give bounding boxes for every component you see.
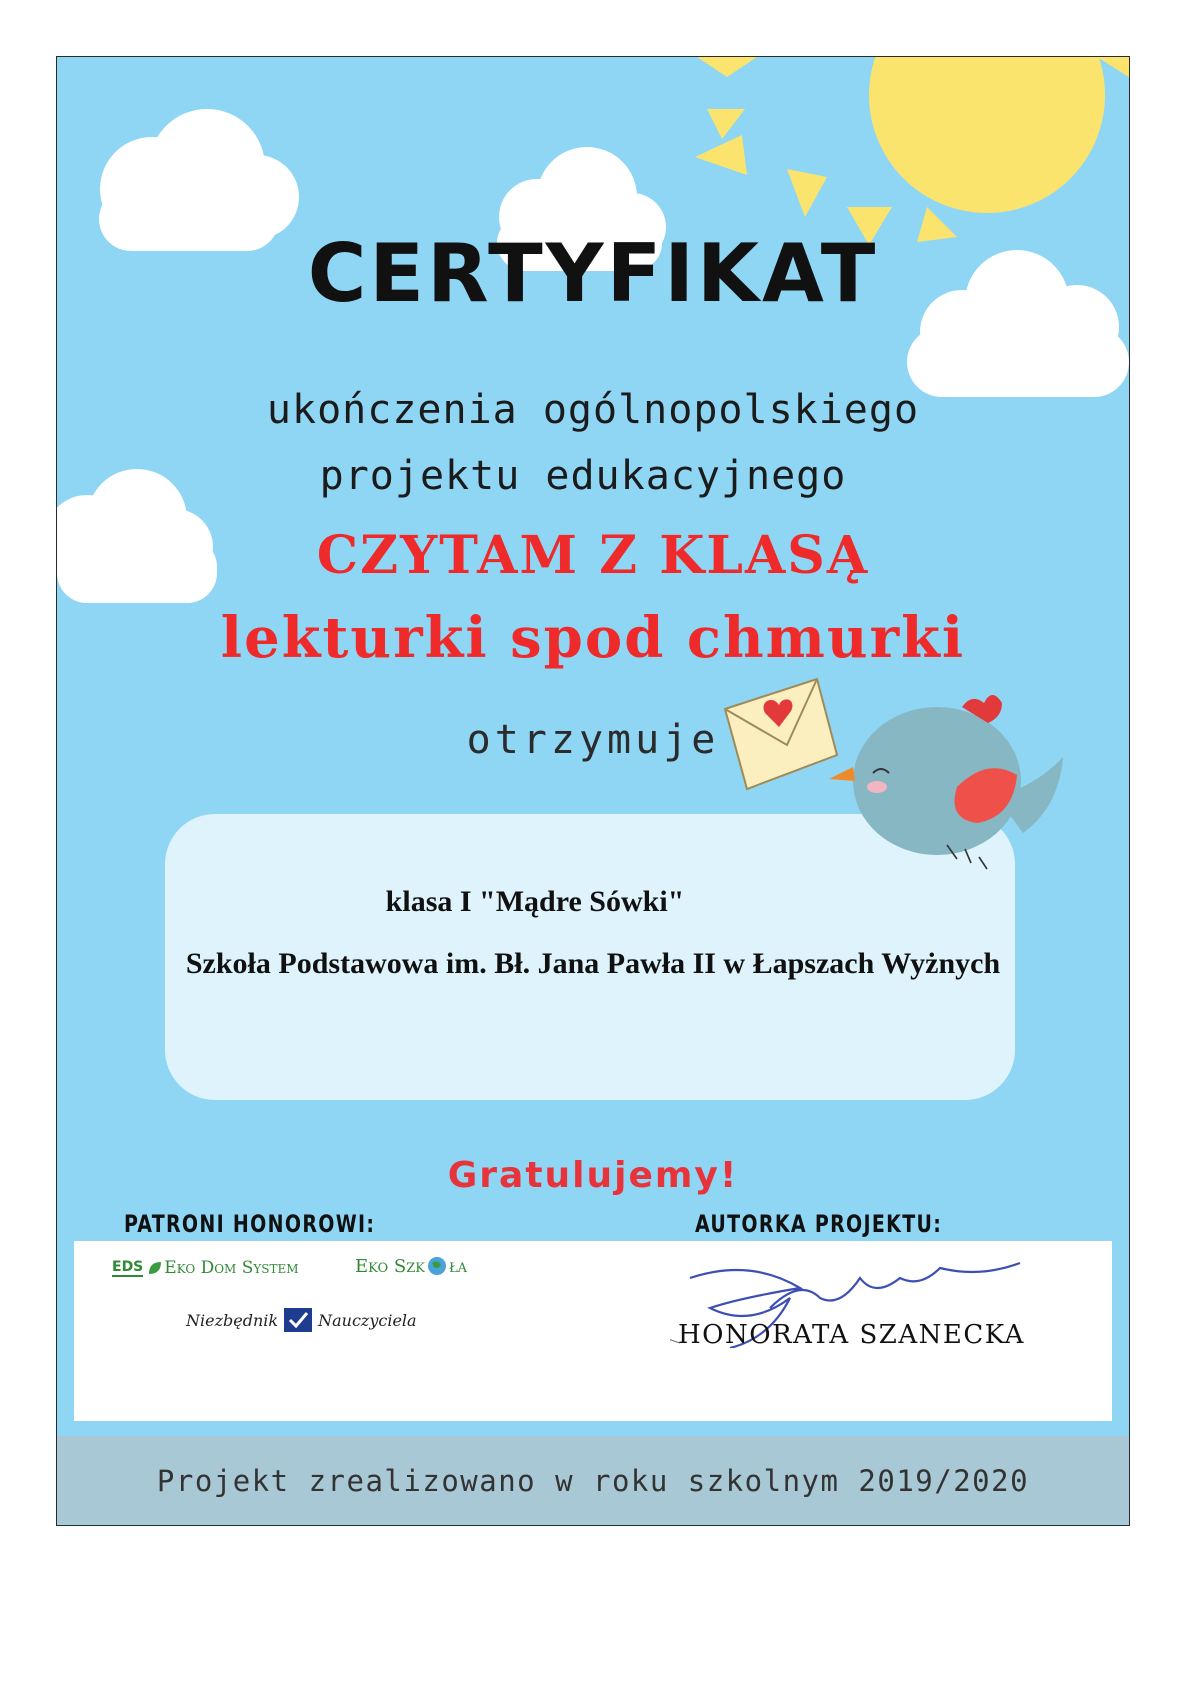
niez-text-a: Niezbędnik (186, 1310, 279, 1330)
subtitle-line1: ukończenia ogólnopolskiego (266, 387, 920, 433)
recipient-school: Szkoła Podstawowa im. Bł. Jana Pawła II w Łapszach Wyżnych (185, 947, 1001, 980)
footer-text: Projekt zrealizowano w roku szkolnym 2019/2020 (156, 1464, 1030, 1498)
leaf-icon (147, 1260, 161, 1276)
certificate-title: CERTYFIKAT (307, 227, 879, 320)
project-title-line1: CZYTAM Z KLASĄ (316, 525, 870, 586)
receives-label: otrzymuje (466, 717, 720, 763)
checkmark-icon (284, 1308, 312, 1332)
eko-dom-system-logo (112, 1258, 299, 1278)
eko-text-a: Eko Szk (355, 1255, 425, 1277)
patrons-label: PATRONI HONOROWI: (124, 1210, 376, 1238)
envelope-icon (725, 679, 837, 789)
eds-mark: EDS (112, 1259, 144, 1275)
congratulations: Gratulujemy! (447, 1155, 739, 1196)
niezbednik-nauczyciela-logo (186, 1308, 417, 1332)
recipient-class: klasa I "Mądre Sówki" (385, 885, 685, 918)
globe-icon (426, 1255, 448, 1277)
author-name: HONORATA SZANECKA (678, 1320, 1025, 1350)
subtitle-line2: projektu edukacyjnego (319, 453, 847, 499)
eko-text-b: ła (448, 1255, 468, 1277)
eds-name: Eko Dom System (164, 1258, 299, 1278)
niez-text-b: Nauczyciela (318, 1310, 417, 1330)
project-title-line2: lekturki spod chmurki (220, 605, 966, 671)
author-label: AUTORKA PROJEKTU: (695, 1210, 943, 1238)
eko-szkola-logo (355, 1255, 467, 1277)
